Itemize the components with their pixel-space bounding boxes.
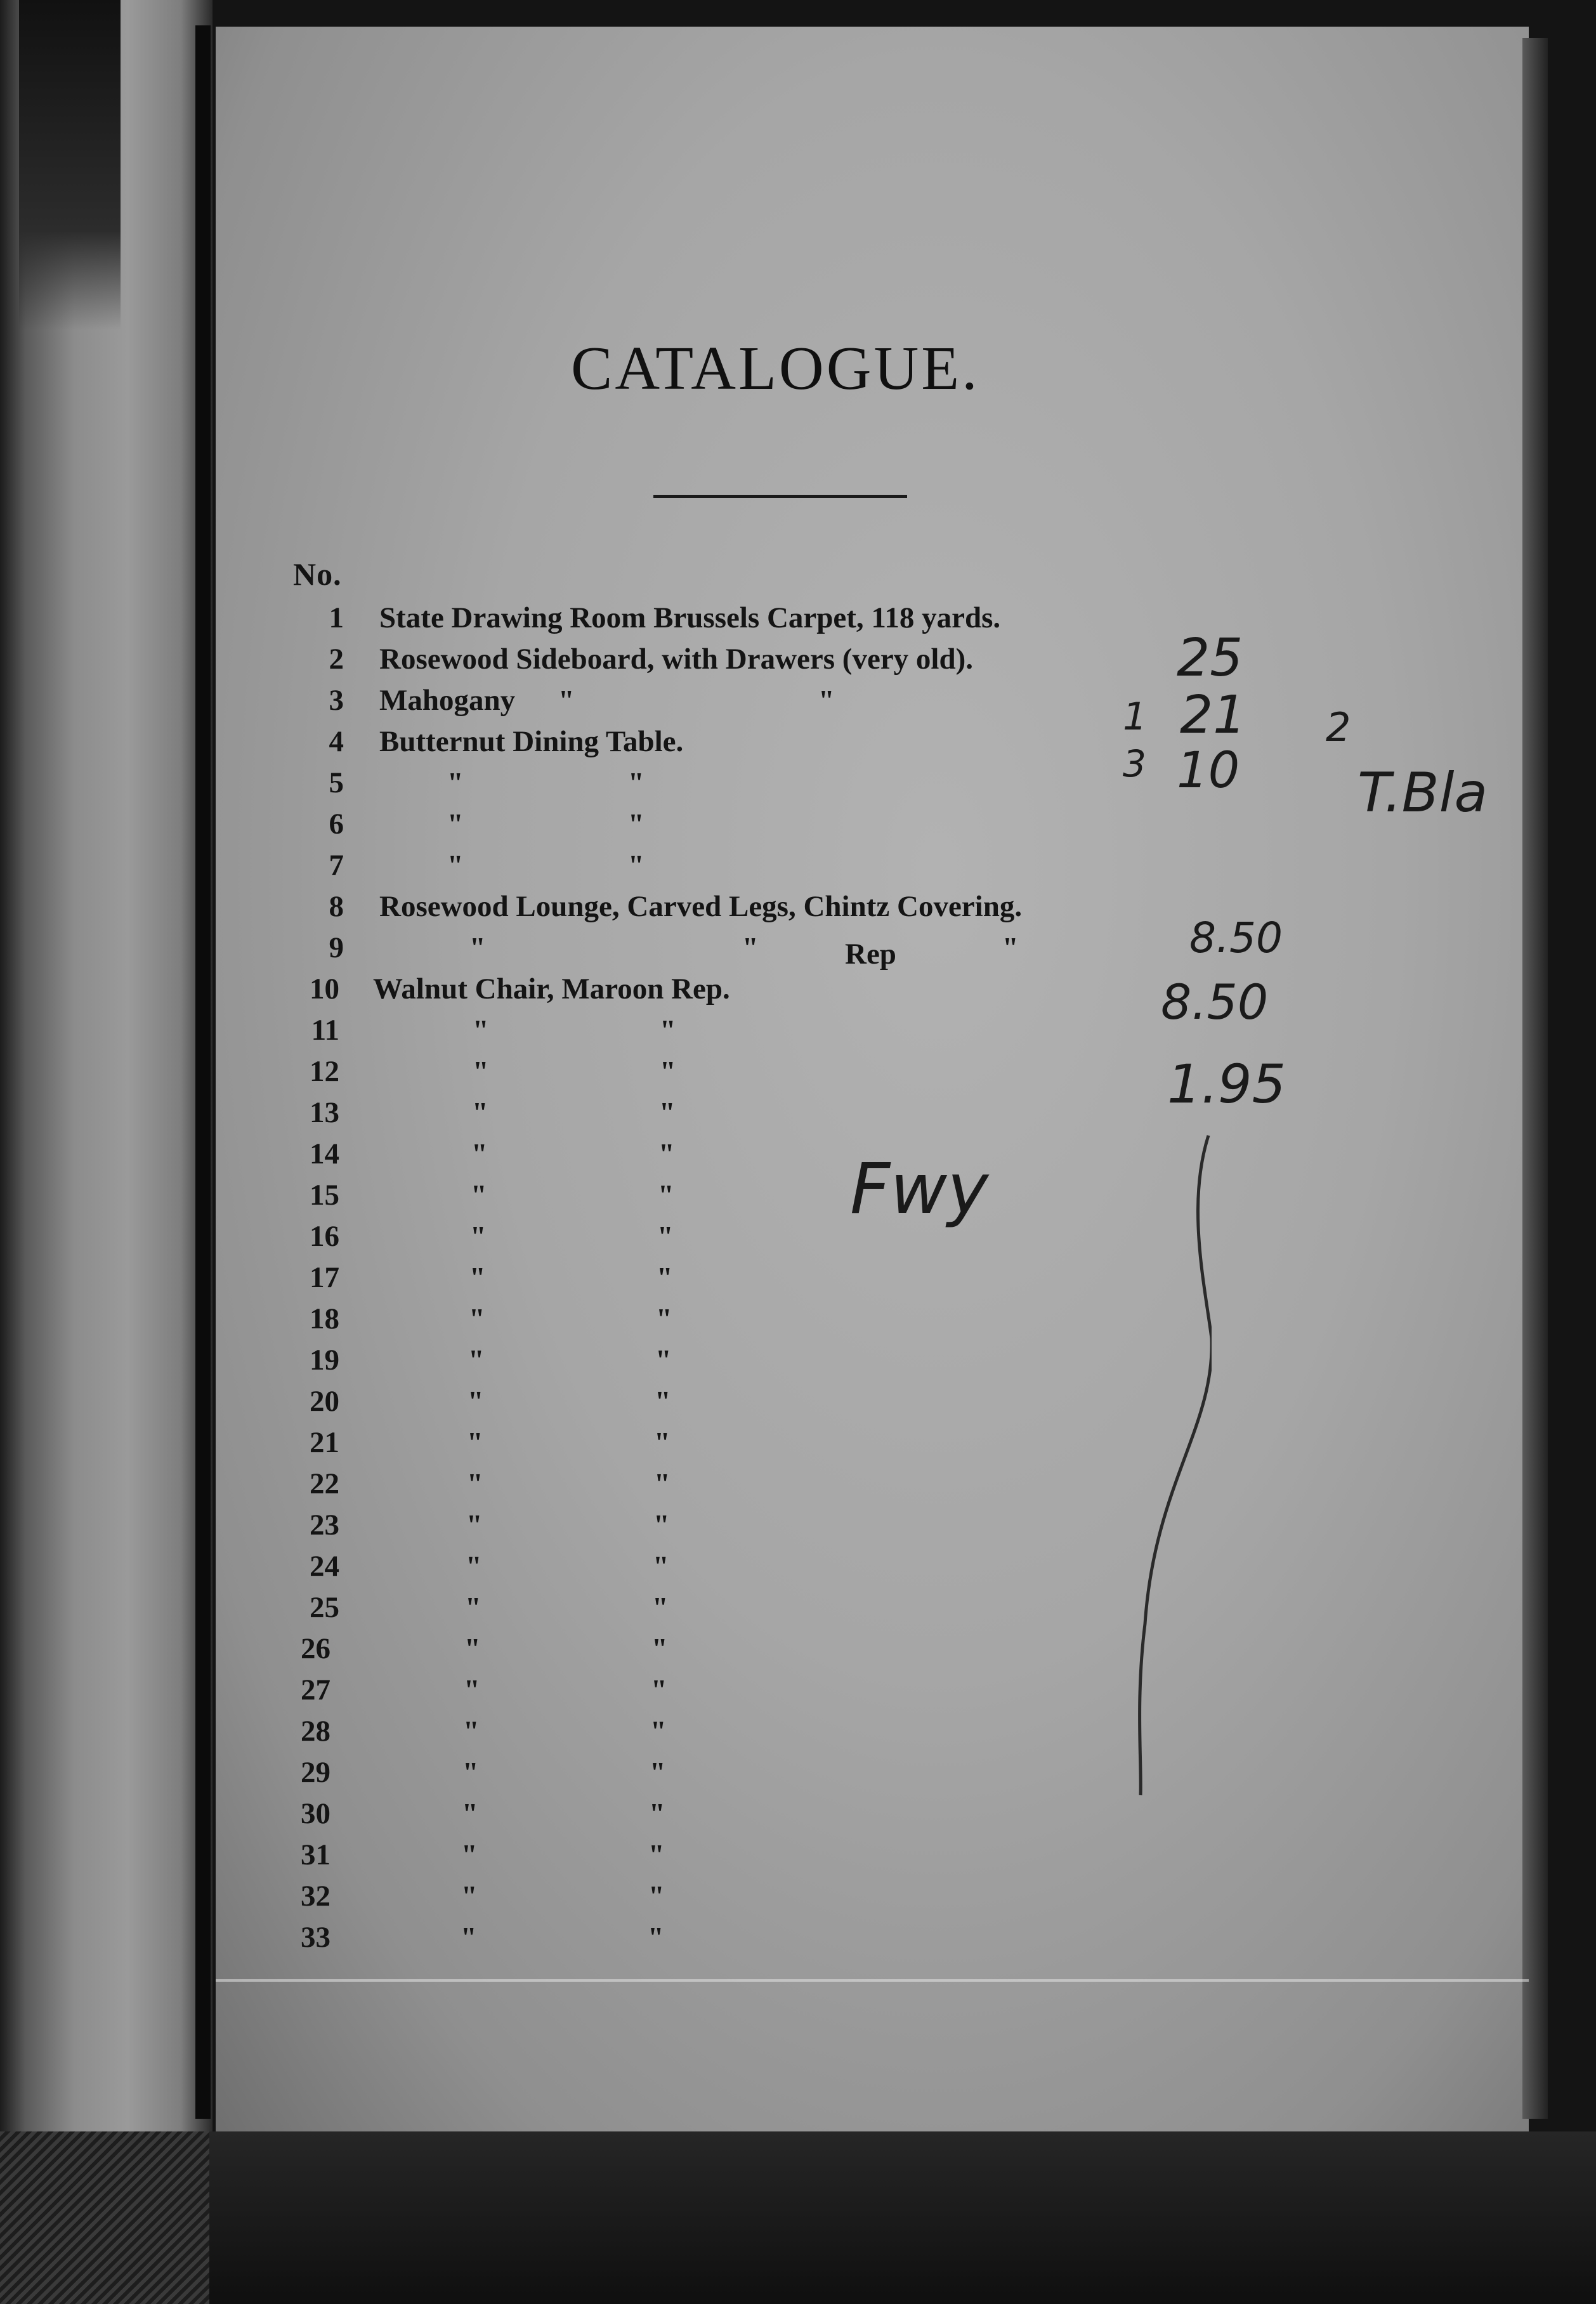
page-fold-line: [216, 1979, 1529, 1982]
ditto-mark: ": [660, 1055, 676, 1087]
ditto-mark: ": [469, 931, 486, 964]
ditto-mark: ": [628, 808, 644, 840]
ditto-mark: ": [657, 1261, 673, 1293]
ditto-mark: ": [653, 1550, 669, 1582]
item-number: 20: [310, 1385, 339, 1418]
ditto-mark: ": [658, 1179, 674, 1211]
page-edge-shadow: [1522, 38, 1548, 2119]
item-number: 5: [329, 766, 344, 799]
item-number: 14: [310, 1137, 339, 1170]
item-number: 2: [329, 643, 344, 676]
handwritten-price-8: 8.50: [1189, 913, 1283, 962]
ditto-mark: ": [651, 1673, 667, 1706]
ditto-mark: ": [660, 1014, 676, 1046]
binding-shadow: [19, 0, 121, 330]
ditto-mark: ": [648, 1838, 665, 1871]
ditto-mark: ": [471, 1137, 488, 1170]
handwritten-tick-3: 3: [1123, 742, 1146, 785]
handwritten-price-9: 8.50: [1161, 974, 1269, 1030]
ditto-mark: ": [655, 1344, 672, 1376]
ditto-mark: ": [655, 1385, 671, 1417]
ditto-mark: ": [465, 1591, 481, 1623]
page-title: CATALOGUE.: [571, 334, 980, 403]
handwritten-price-10: 1.95: [1167, 1053, 1286, 1115]
ditto-mark: ": [558, 684, 575, 716]
item-number: 27: [301, 1673, 330, 1706]
item-number: 10: [310, 972, 339, 1005]
item-description: Walnut Chair, Maroon Rep.: [373, 972, 730, 1005]
ditto-mark: ": [657, 1220, 674, 1252]
item-number: 3: [329, 684, 344, 717]
item-number: 21: [310, 1426, 339, 1459]
item-number: 12: [310, 1055, 339, 1088]
ditto-mark: ": [461, 1838, 478, 1871]
ditto-mark: ": [742, 931, 759, 964]
item-number: 23: [310, 1509, 339, 1541]
number-column-header: No.: [293, 556, 342, 592]
pencil-bracket-line: [1097, 1129, 1212, 1802]
item-number: 24: [310, 1550, 339, 1583]
ditto-mark: ": [461, 1880, 478, 1912]
item-number: 8: [329, 890, 344, 923]
ditto-mark: ": [648, 1921, 664, 1953]
handwritten-buyer-name: T.Bla: [1357, 761, 1488, 825]
title-divider: [653, 495, 907, 498]
item-number: 33: [301, 1921, 330, 1954]
handwritten-price-1: 25: [1177, 628, 1243, 688]
ditto-mark: ": [464, 1673, 480, 1706]
handwritten-price-2: 21: [1180, 685, 1246, 745]
handwritten-note: Fwy: [850, 1148, 989, 1229]
ditto-mark: ": [462, 1756, 479, 1788]
ditto-mark: ": [447, 766, 464, 799]
ditto-mark: ": [466, 1509, 483, 1541]
item-description: State Drawing Room Brussels Carpet, 118 yards.: [379, 601, 1001, 634]
spine-edge: [195, 25, 211, 2119]
ditto-mark: ": [463, 1715, 480, 1747]
handwritten-tick-2: 2: [1326, 704, 1351, 750]
item-number: 13: [310, 1096, 339, 1129]
handwritten-price-3: 10: [1177, 742, 1240, 799]
ditto-mark: ": [652, 1591, 669, 1623]
ditto-mark: ": [466, 1550, 482, 1582]
ditto-mark: ": [473, 1055, 489, 1087]
ditto-mark: ": [818, 684, 835, 716]
item-description: Rosewood Lounge, Carved Legs, Chintz Covering.: [379, 890, 1023, 923]
item-number: 11: [311, 1014, 339, 1047]
ditto-mark: ": [650, 1756, 666, 1788]
item-number: 7: [329, 849, 344, 882]
ditto-mark: ": [473, 1014, 489, 1046]
item-number: 4: [329, 725, 344, 758]
ditto-mark: ": [472, 1096, 488, 1129]
ditto-mark: ": [464, 1632, 481, 1665]
ditto-mark: ": [467, 1467, 483, 1500]
ditto-mark: ": [628, 849, 644, 881]
item-number: 28: [301, 1715, 330, 1748]
item-number: 17: [310, 1261, 339, 1294]
ditto-mark: ": [654, 1467, 670, 1500]
ditto-mark: ": [649, 1797, 665, 1829]
ditto-mark: ": [470, 1220, 487, 1252]
bottom-shadow: [0, 2131, 1596, 2304]
item-number: 32: [301, 1880, 330, 1913]
ditto-mark: ": [651, 1632, 668, 1665]
ditto-mark: ": [628, 766, 644, 799]
ditto-mark: ": [469, 1261, 486, 1293]
item-number: 9: [329, 931, 344, 964]
ditto-mark: ": [653, 1509, 670, 1541]
ditto-mark: ": [654, 1426, 670, 1458]
item-covering-note: Rep: [845, 938, 896, 971]
ditto-mark: ": [658, 1137, 675, 1170]
ditto-mark: ": [469, 1302, 485, 1335]
cloth-cover-corner: [0, 2131, 209, 2304]
ditto-mark: ": [650, 1715, 667, 1747]
handwritten-tick-1: 1: [1123, 695, 1148, 739]
ditto-mark: ": [648, 1880, 665, 1912]
item-number: 31: [301, 1838, 330, 1871]
item-number: 26: [301, 1632, 330, 1665]
ditto-mark: ": [471, 1179, 487, 1211]
ditto-mark: ": [1002, 931, 1019, 964]
item-number: 30: [301, 1797, 330, 1830]
book-binding: [0, 0, 213, 2304]
ditto-mark: ": [468, 1385, 484, 1417]
ditto-mark: ": [656, 1302, 672, 1335]
item-number: 18: [310, 1302, 339, 1335]
ditto-mark: ": [462, 1797, 478, 1829]
item-number: 16: [310, 1220, 339, 1253]
ditto-mark: ": [467, 1426, 483, 1458]
item-number: 15: [310, 1179, 339, 1212]
item-description: Butternut Dining Table.: [379, 725, 684, 758]
item-description: Mahogany: [379, 684, 516, 717]
item-number: 29: [301, 1756, 330, 1789]
item-number: 6: [329, 808, 344, 841]
item-number: 1: [329, 601, 344, 634]
item-number: 25: [310, 1591, 339, 1624]
item-number: 19: [310, 1344, 339, 1377]
ditto-mark: ": [447, 849, 464, 881]
ditto-mark: ": [461, 1921, 477, 1953]
ditto-mark: ": [659, 1096, 676, 1129]
ditto-mark: ": [447, 808, 464, 840]
item-description: Rosewood Sideboard, with Drawers (very old).: [379, 643, 974, 676]
ditto-mark: ": [468, 1344, 485, 1376]
item-number: 22: [310, 1467, 339, 1500]
